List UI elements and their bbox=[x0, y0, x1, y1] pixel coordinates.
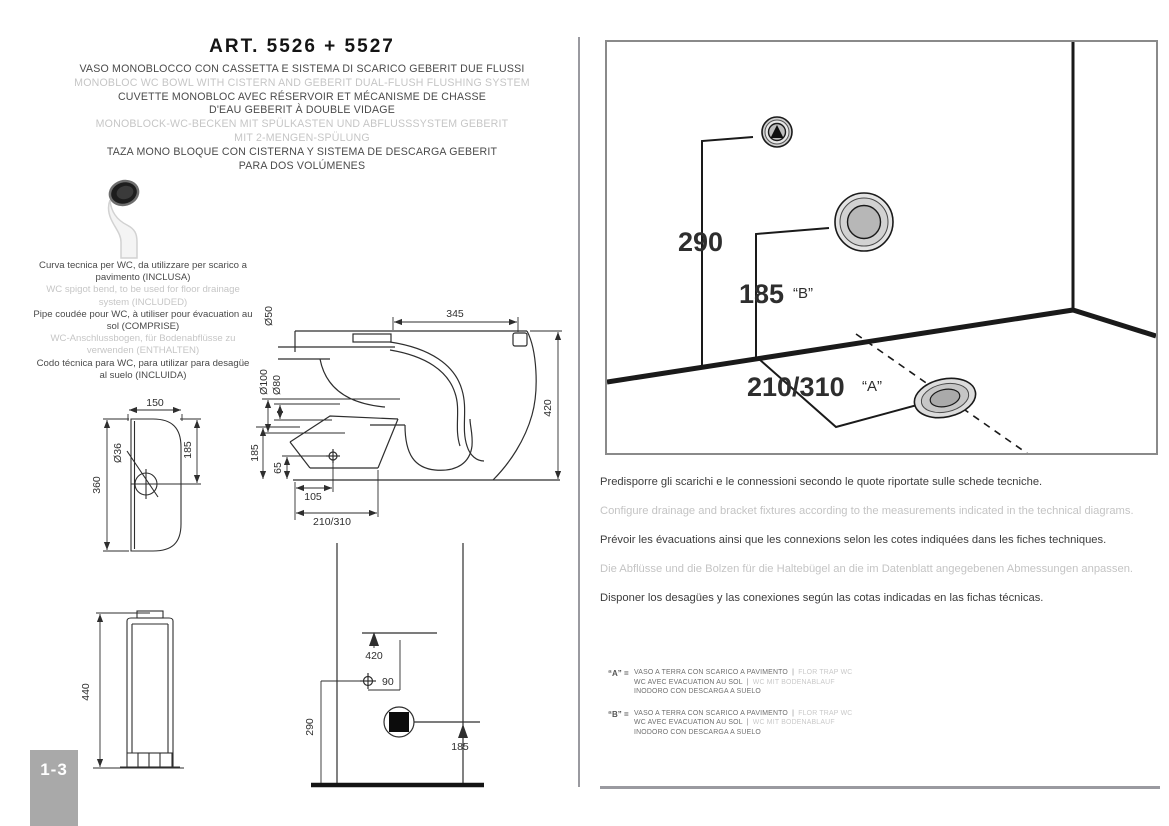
footnotes-block bbox=[608, 668, 1008, 750]
dim-wall-185: 185 bbox=[451, 741, 469, 753]
persp-ref-b: “B” bbox=[793, 285, 813, 302]
footnote-b bbox=[608, 709, 1008, 738]
wall-drain-icon bbox=[835, 193, 893, 251]
dim-rear-height: 440 bbox=[80, 683, 92, 701]
persp-dim-185: 185 bbox=[739, 279, 785, 309]
footnote-a-it: VASO A TERRA CON SCARICO A PAVIMENTO bbox=[634, 669, 788, 676]
spigot-note-it: Curva tecnica per WC, da utilizzare per scarico a pavimento (INCLUSA) bbox=[39, 260, 247, 284]
persp-dim-290: 290 bbox=[678, 227, 724, 257]
dim-side-345: 345 bbox=[446, 308, 464, 320]
footnote-a-en: FLOR TRAP WC bbox=[798, 669, 853, 676]
instructions-block bbox=[600, 468, 1169, 613]
footnote-a-label: “A” = bbox=[608, 669, 629, 678]
dim-side-height: 420 bbox=[542, 399, 554, 417]
footnote-separator: | bbox=[792, 709, 795, 717]
spigot-note-en: WC spigot bend, to be used for floor drainage system (INCLUDED) bbox=[46, 284, 240, 308]
dim-wall-420: 420 bbox=[365, 650, 383, 662]
side-view-drawing bbox=[245, 295, 575, 535]
footnote-b-es: INODORO CON DESCARGA A SUELO bbox=[634, 728, 761, 736]
dim-side-outlet-outer: Ø100 bbox=[258, 369, 270, 395]
title-block bbox=[38, 36, 566, 173]
spigot-bend-photo bbox=[100, 178, 162, 260]
rear-view-drawing bbox=[75, 600, 200, 790]
subtitle-fr-2: D'EAU GEBERIT À DOUBLE VIDAGE bbox=[208, 104, 395, 117]
subtitle-en: MONOBLOC WC BOWL WITH CISTERN AND GEBERIT DUAL-FLUSH FLUSHING SYSTEM bbox=[74, 76, 530, 89]
water-valve-icon bbox=[762, 117, 792, 147]
persp-dim-210-310: 210/310 bbox=[747, 372, 845, 402]
page-number-tab bbox=[30, 750, 78, 826]
instruction-es: Disponer los desagües y las conexiones según las cotas indicadas en las fichas técnicas. bbox=[600, 592, 1044, 604]
instruction-de: Die Abflüsse und die Bolzen für die Haltebügel an die im Datenblatt angegebenen Abmessungen anpassen. bbox=[600, 563, 1134, 575]
subtitle-es-1: TAZA MONO BLOQUE CON CISTERNA Y SISTEMA DE DESCARGA GEBERIT bbox=[106, 145, 498, 158]
footnote-b-de: WC MIT BODENABLAUF bbox=[752, 719, 835, 727]
dim-top-depth: 360 bbox=[91, 476, 103, 494]
instruction-en: Configure drainage and bracket fixtures according to the measurements indicated in the technical diagrams. bbox=[600, 505, 1134, 517]
dim-wall-90: 90 bbox=[382, 676, 394, 688]
footer-rule bbox=[600, 786, 1160, 789]
footnote-b-it: VASO A TERRA CON SCARICO A PAVIMENTO bbox=[634, 709, 788, 717]
subtitle-fr-1: CUVETTE MONOBLOC AVEC RÉSERVOIR ET MÉCANISME DE CHASSE bbox=[117, 90, 487, 103]
footnote-separator: | bbox=[746, 719, 749, 727]
page-number: 1-3 bbox=[40, 760, 68, 779]
footnote-b-fr: WC AVEC EVACUATION AU SOL bbox=[634, 719, 743, 727]
footnote-separator: | bbox=[792, 669, 795, 676]
instruction-fr: Prévoir les évacuations ainsi que les connexions selon les cotes indiquées dans les fiches techniques. bbox=[600, 534, 1107, 546]
spigot-note bbox=[32, 260, 254, 382]
top-view-drawing bbox=[85, 390, 215, 568]
subtitle-de-2: MIT 2-MENGEN-SPÜLUNG bbox=[234, 131, 370, 144]
dim-side-inlet: Ø50 bbox=[263, 306, 275, 326]
dim-side-105: 105 bbox=[304, 491, 322, 503]
spigot-note-de: WC-Anschlussbogen, für Bodenabflüsse zu verwenden (ENTHALTEN) bbox=[50, 333, 236, 357]
footnote-a-es: INODORO CON DESCARGA A SUELO bbox=[634, 688, 761, 696]
dim-top-hole-diameter: Ø36 bbox=[112, 443, 124, 463]
subtitle-es-2: PARA DOS VOLÚMENES bbox=[238, 159, 366, 172]
wall-installation-drawing bbox=[300, 535, 580, 790]
perspective-panel bbox=[605, 40, 1158, 455]
dim-side-210-310: 210/310 bbox=[313, 516, 351, 528]
footnote-b-en: FLOR TRAP WC bbox=[798, 709, 853, 717]
footnote-a-de: WC MIT BODENABLAUF bbox=[752, 678, 835, 686]
floor-drain-icon bbox=[911, 373, 980, 423]
footnote-separator: | bbox=[746, 678, 749, 686]
instruction-it: Predisporre gli scarichi e le connessioni secondo le quote riportate sulle schede tecniche. bbox=[600, 476, 1043, 488]
dim-top-width: 150 bbox=[146, 397, 164, 409]
footnote-b-label: “B” = bbox=[608, 709, 629, 719]
dim-wall-290: 290 bbox=[304, 718, 316, 736]
spigot-note-fr: Pipe coudée pour WC, à utiliser pour évacuation au sol (COMPRISE) bbox=[33, 308, 253, 333]
footnote-a bbox=[608, 668, 1008, 697]
column-divider bbox=[578, 37, 580, 787]
dim-top-hole-offset: 185 bbox=[182, 441, 194, 459]
spigot-note-es: Codo técnica para WC, para utilizar para desagüe al suelo (INCLUIDA) bbox=[36, 357, 250, 381]
subtitle-it: VASO MONOBLOCCO CON CASSETTA E SISTEMA DI SCARICO GEBERIT DUE FLUSSI bbox=[79, 63, 525, 75]
perspective-drawing bbox=[607, 42, 1156, 453]
dim-side-outlet-inner: Ø80 bbox=[271, 375, 283, 395]
dim-side-185: 185 bbox=[249, 444, 261, 462]
dim-side-65: 65 bbox=[272, 462, 284, 474]
subtitle-de-1: MONOBLOCK-WC-BECKEN MIT SPÜLKASTEN UND ABFLUSSSYSTEM GEBERIT bbox=[95, 118, 509, 131]
footnote-a-fr: WC AVEC EVACUATION AU SOL bbox=[634, 678, 743, 686]
article-title: ART. 5526 + 5527 bbox=[209, 36, 395, 57]
floor-drain-square bbox=[389, 712, 409, 732]
persp-ref-a: “A” bbox=[862, 378, 882, 395]
